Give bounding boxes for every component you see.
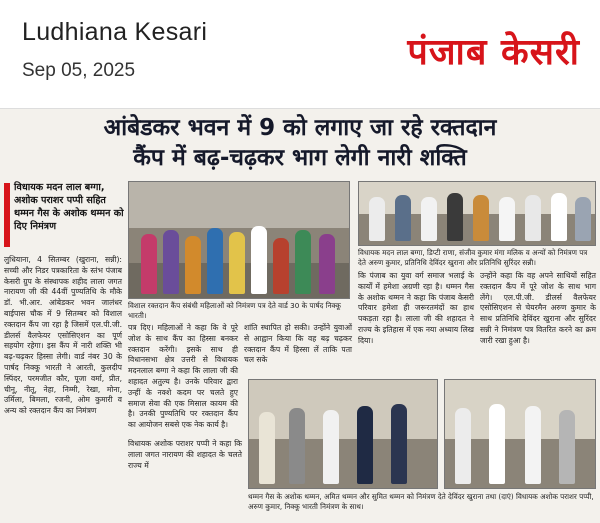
headline-line-1: आंबेडकर भवन में 9 को लगाए जा रहे रक्तदान <box>103 115 497 141</box>
person-figure <box>447 193 463 241</box>
subheadline-accent-bar <box>4 183 10 247</box>
person-figure <box>185 236 201 294</box>
photo-caption-3: थम्मन गैस के अशोक थम्मन, अमित थम्मन और सुमित थम्मन को निमंत्रण देते देविंदर खुराना तथा (दाएं) विधायक अशोक पराशर पप्पी, अरुण कुमार, निक्कू भारती निमंत्रण के साथ। <box>248 492 594 511</box>
article-column-5: उन्होंने कहा कि वह अपने साथियों सहित रक्तदान कैंप में पूरे जोश के साथ भाग लेंगे। एल.पी.जी. डीलर्स वैलफेयर एसोसिएशन से चेयरमैन अरुण कुमार के साथ प्रतिनिधि देविंदर खुराना और सुरिंदर सन्नी ने निमंत्रण पत्र वितरित करने का क्रम जारी रखा हुआ है। <box>480 271 596 345</box>
article-column-3: शांति स्थापित हो सकी। उन्होंने युवाओं से आह्वान किया कि वह बढ़ चढ़कर रक्तदान कैंप में हिस्सा लें ताकि पता चल सके <box>244 323 352 365</box>
person-figure <box>455 408 471 484</box>
person-figure <box>319 234 335 294</box>
photo-thamman-gas <box>248 379 438 489</box>
person-figure <box>141 234 157 294</box>
subheadline: विधायक मदन लाल बग्गा, अशोक पराशर पप्पी सहित थम्मन गैस के अशोक थम्मन को दिए निमंत्रण <box>14 182 124 232</box>
clipping-header <box>0 0 600 100</box>
person-figure <box>395 195 411 241</box>
publication-date: Sep 05, 2025 <box>22 60 136 81</box>
person-figure <box>525 195 541 241</box>
person-figure <box>323 410 339 484</box>
photo-mla-invitation <box>358 181 596 246</box>
article-column-2: पत्र दिए। महिलाओं ने कहा कि वे पूरे जोश के साथ कैंप का हिस्सा बनकर रक्तदान करेंगी। इसके साथ ही विधानसभा क्षेत्र उत्तरी से विधायक मदनलाल बग्गा ने कहा कि लाला जी की शहादत अतुल्य है। उनके परिवार द्वारा उन्हीं के नक्शे कदम पर चलते हुए समाज सेवा की एक मिसाल कायम की है। उनकी पुण्यतिथि पर रक्तदान कैंप का आयोजन सबसे एक नेक कार्य है। <box>128 323 238 430</box>
article-headline <box>6 113 594 173</box>
person-figure <box>559 410 575 484</box>
person-figure <box>295 230 311 294</box>
person-figure <box>357 406 373 484</box>
article-column-6: विधायक अशोक पराशर पप्पी ने कहा कि लाला जगत नारायण की शहादत के चलते राज्य में <box>128 439 242 470</box>
person-figure <box>391 404 407 484</box>
person-figure <box>369 197 385 241</box>
person-figure <box>163 230 179 294</box>
person-figure <box>499 197 515 241</box>
person-figure <box>525 406 541 484</box>
person-figure <box>259 412 275 484</box>
person-figure <box>229 232 245 294</box>
person-figure <box>489 404 505 484</box>
photo-caption-1: विशाल रक्तदान कैंप संबंधी महिलाओं को निमंत्रण पत्र देते वार्ड 30 के पार्षद निक्कू भारती। <box>128 301 341 320</box>
publication-name: Ludhiana Kesari <box>22 18 208 46</box>
person-figure <box>575 197 591 241</box>
person-figure <box>207 228 223 294</box>
newspaper-masthead: पंजाब केसरी <box>407 32 580 73</box>
person-figure <box>473 195 489 241</box>
person-figure <box>273 238 289 294</box>
person-figure <box>551 193 567 241</box>
person-figure <box>289 408 305 484</box>
photo-mla-pappi <box>444 379 596 489</box>
headline-line-2: कैंप में बढ़-चढ़कर भाग लेगी नारी शक्ति <box>133 145 467 171</box>
person-figure <box>251 226 267 294</box>
subheadline-box <box>4 181 122 251</box>
photo-caption-2: विधायक मदन लाल बग्गा, डिप्टी राणा, संजीव कुमार मंगा मलिक व अन्यों को निमंत्रण पत्र देते अरुण कुमार, प्रतिनिधि देविंदर खुराना और प्रतिनिधि सुरिंदर सन्नी। <box>358 248 588 267</box>
article-column-1: लुधियाना, 4 सितम्बर (खुराना, सन्नी): सच्ची और निडर पत्रकारिता के स्तंभ पंजाब केसरी ग्रुप के संस्थापक शहीद लाला जगत नारायण जी की 44वीं पुण्यतिथि के मौके डॉ. भी.आर. आंबेडकर भवन जालंधर बाईपास चौक में 9 सितम्बर को विशाल रक्तदान कैंप जा रहा है जिसमें एल.पी.जी. डीलर्स वैलफेयर एसोसिएशन का पूर्ण सहयोग रहेगा। इस कैंप में नारी शक्ति भी बढ़-चढ़कर हिस्सा लेगी। वार्ड नंबर 30 के पार्षद निक्कू भारती ने आरती, कुलदीप स्पिंदर, परमजीत कौर, पूजा वर्मा, प्रीत, चीनू, नीतू, नेहा, निम्मी, रेखा, मोना, उर्मिला, बिमला, रजनी, ओम कुमारी व अन्य को रक्तदान कैंप का निमंत्रण <box>4 255 122 416</box>
news-clipping <box>0 108 600 523</box>
article-column-4: कि पंजाब का युवा वर्ग समाज भलाई के कार्यों में हमेशा अग्रणी रहा है। थम्मन गैस के अशोक थम्मन ने कहा कि पंजाब केसरी परिवार हमेशा ही जरूरतमंदों का हाथ पकड़ता रहा है। लाला जी की शहादत ने राज्य के इतिहास में एक नया अध्याय लिख दिया। <box>358 271 474 345</box>
person-figure <box>421 197 437 241</box>
photo-women-invitation <box>128 181 350 299</box>
